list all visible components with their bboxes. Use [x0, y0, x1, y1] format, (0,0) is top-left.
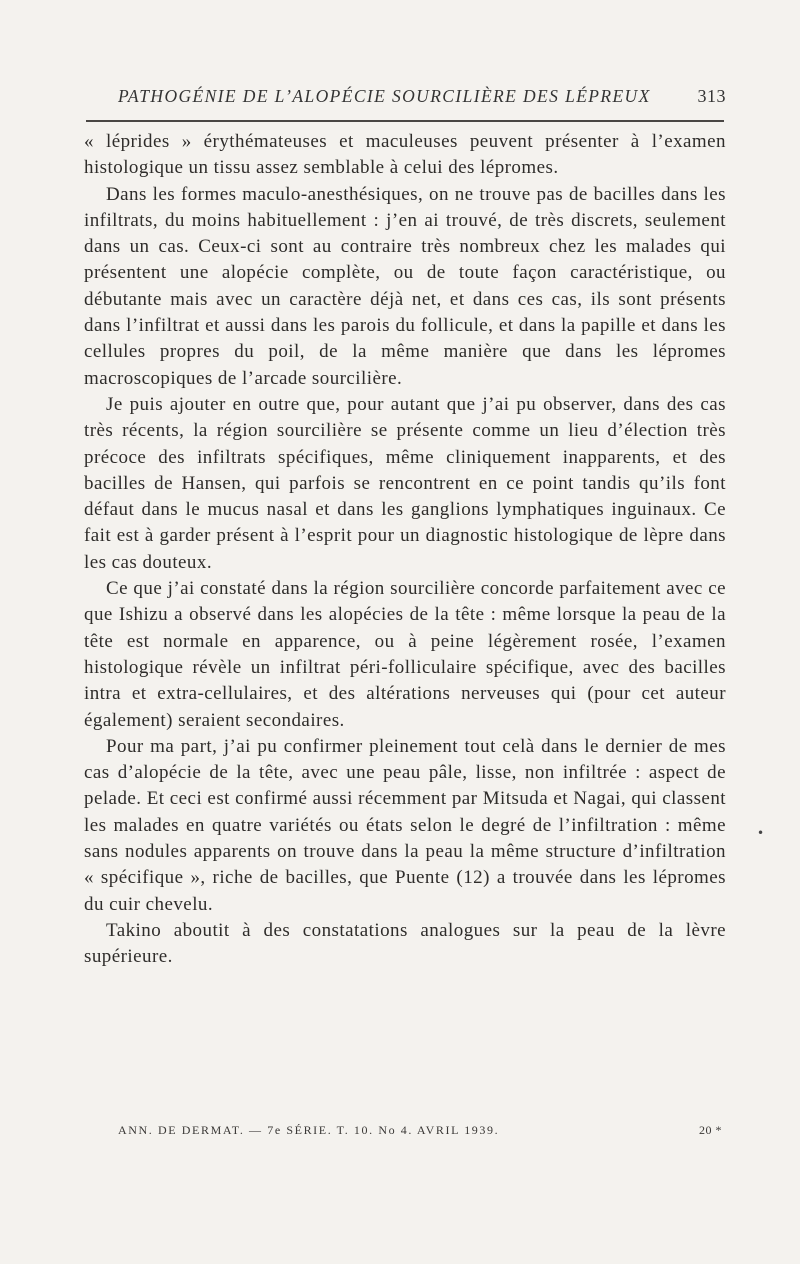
body-text [84, 129, 726, 971]
paragraph-6: Takino aboutit à des constatations analogues sur la peau de la lèvre supérieure. [84, 919, 726, 968]
signature-mark: 20 * [699, 1123, 722, 1137]
header-rule [86, 120, 724, 122]
margin-mark: • [757, 826, 765, 840]
journal-reference: ANN. DE DERMAT. — 7e SÉRIE. T. 10. No 4. AVRIL 1939. [118, 1123, 500, 1137]
page-header [80, 86, 726, 116]
running-title: PATHOGÉNIE DE L’ALOPÉCIE SOURCILIÈRE DES LÉPREUX [118, 86, 651, 106]
paragraph-2: Dans les formes maculo-anesthésiques, on ne trouve pas de bacilles dans les infiltrats, du moins habituellement : j’en ai trouvé, de très discrets, seulement dans un cas. Ceux-ci sont au contraire très nombreux chez les malades qui présentent une alopécie complète, ou de toute façon caractéristique, ou débutante mais avec un caractère déjà net, et dans ces cas, ils sont présents dans l’infiltrat et aussi dans les parois du follicule, et dans la papille et dans les cellules propres du poil, de la même manière que dans les lépromes macroscopiques de l’arcade sourcilière. [84, 183, 726, 389]
paragraph-5: Pour ma part, j’ai pu confirmer pleinement tout celà dans le dernier de mes cas d’alopécie de la tête, avec une peau pâle, lisse, non infiltrée : aspect de pelade. Et ceci est confirmé aussi récemment par Mitsuda et Nagai, qui classent les malades en quatre variétés ou états selon le degré de l’infiltration : même sans nodules apparents on trouve dans la peau la même structure d’infiltration « spécifique », riche de bacilles, que Puente (12) a trouvée dans les lépromes du cuir chevelu. [84, 735, 726, 915]
paragraph-4: Ce que j’ai constaté dans la région sourcilière concorde parfaitement avec ce que Ishizu a observé dans les alopécies de la tête : même lorsque la peau de la tête est normale en apparence, ou à peine légèrement rosée, l’examen histologique révèle un infiltrat péri-folliculaire spécifique, avec des bacilles intra et extra-cellulaires, et des altérations nerveuses qui (pour cet auteur également) seraient secondaires. [84, 578, 726, 731]
page-footer [86, 1123, 722, 1143]
paragraph-1: « léprides » érythémateuses et maculeuses peuvent présenter à l’examen histologique un tissu assez semblable à celui des lépromes. [84, 131, 726, 179]
paragraph-3: Je puis ajouter en outre que, pour autant que j’ai pu observer, dans des cas très récents, la région sourcilière se présente comme un lieu d’élection très précoce des infiltrats spécifiques, même cliniquement inapparents, et des bacilles de Hansen, qui parfois se rencontrent en ce point tandis qu’ils font défaut dans le mucus nasal et dans les ganglions lymphatiques inguinaux. Ce fait est à garder présent à l’esprit pour un diagnostic histologique de lèpre dans les cas douteux. [84, 393, 726, 573]
page-number: 313 [697, 86, 726, 106]
